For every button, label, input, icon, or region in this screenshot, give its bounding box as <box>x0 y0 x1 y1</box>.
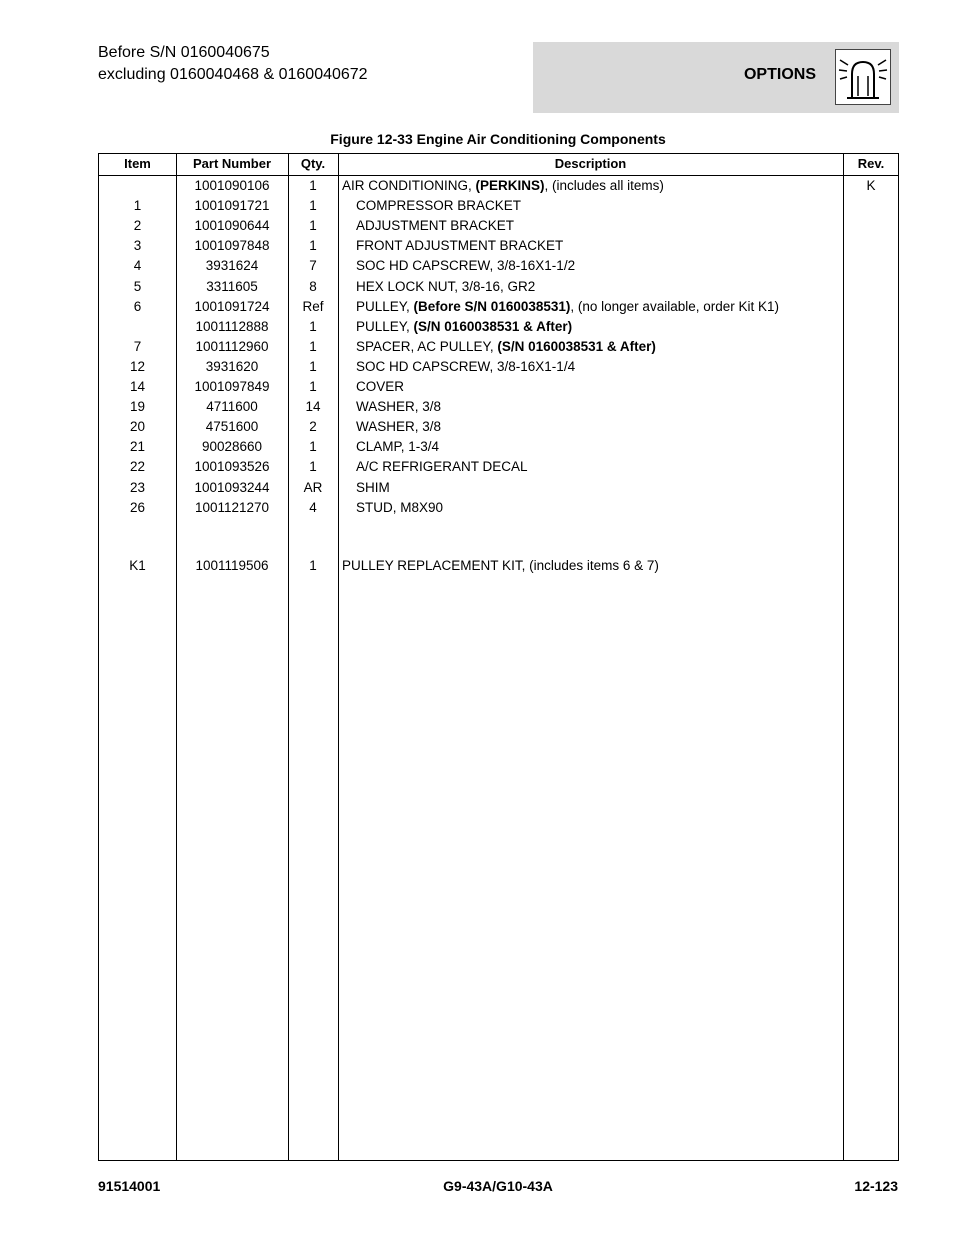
part-number-cell: 1001093526 <box>194 459 270 475</box>
section-tab <box>533 42 899 113</box>
document-number: 91514001 <box>98 1178 161 1194</box>
item-cell: 21 <box>129 439 146 455</box>
table-row <box>99 498 898 518</box>
table-row <box>99 357 898 377</box>
description-cell <box>342 558 659 573</box>
description-cell <box>356 258 575 273</box>
item-cell: K1 <box>129 558 146 573</box>
qty-cell: 1 <box>309 379 317 394</box>
description-cell <box>356 439 439 454</box>
description-text: AIR CONDITIONING, <box>342 178 476 193</box>
table-row <box>99 337 898 357</box>
description-text: PULLEY, <box>356 298 414 314</box>
table-row <box>99 397 898 417</box>
description-bold-text: (Before S/N 0160038531) <box>413 298 571 314</box>
part-number-cell: 1001097848 <box>194 238 270 254</box>
table-row <box>99 478 898 498</box>
part-number-cell: 4751600 <box>205 419 259 435</box>
description-cell <box>356 279 535 294</box>
item-cell: 23 <box>129 479 146 495</box>
description-cell <box>356 480 390 495</box>
part-number-cell: 3311605 <box>206 278 258 294</box>
description-bold-text: (S/N 0160038531 & After) <box>413 318 573 334</box>
item-cell: 4 <box>133 258 142 274</box>
table-row <box>99 317 898 337</box>
item-cell: 1 <box>133 198 142 214</box>
part-number-cell: 1001091724 <box>194 298 270 314</box>
description-text: SPACER, AC PULLEY, <box>356 338 498 354</box>
part-number-cell: 1001119506 <box>195 558 269 573</box>
part-number-cell: 3931620 <box>205 358 259 374</box>
description-trailing-text: , (no longer available, order Kit K1) <box>570 298 780 314</box>
description-text: FRONT ADJUSTMENT BRACKET <box>356 238 564 254</box>
qty-cell: 1 <box>309 439 317 455</box>
part-number-cell: 1001121270 <box>194 499 270 515</box>
table-row <box>99 216 898 236</box>
item-cell: 19 <box>129 399 146 415</box>
item-cell: 26 <box>129 499 146 515</box>
qty-cell: 1 <box>309 198 317 214</box>
description-text: SHIM <box>356 479 390 495</box>
description-cell <box>342 178 664 193</box>
qty-cell: 2 <box>309 419 317 435</box>
description-cell <box>356 319 572 334</box>
table-row <box>99 236 898 256</box>
part-number-cell: 1001112888 <box>195 318 269 334</box>
qty-cell: 1 <box>309 338 317 354</box>
description-text: STUD, M8X90 <box>356 499 444 515</box>
table-row <box>99 417 898 437</box>
column-header-rev: Rev. <box>857 156 885 171</box>
description-cell <box>356 339 656 354</box>
qty-cell: AR <box>303 479 323 495</box>
model-number: G9-43A/G10-43A <box>443 1178 553 1194</box>
table-row <box>99 437 898 457</box>
serial-note <box>98 42 368 86</box>
table-row <box>99 457 898 477</box>
figure-title: Figure 12-33 Engine Air Conditioning Components <box>330 131 666 147</box>
item-cell: 2 <box>133 218 142 234</box>
column-header-part-number: Part Number <box>192 156 272 171</box>
description-text: COMPRESSOR BRACKET <box>356 198 522 214</box>
item-cell: 12 <box>129 358 146 374</box>
qty-cell: 1 <box>309 459 317 475</box>
qty-cell: 8 <box>309 278 317 294</box>
item-cell: 22 <box>129 459 146 475</box>
parts-table <box>98 153 899 1161</box>
column-header-qty: Qty. <box>300 156 326 171</box>
description-text: SOC HD CAPSCREW, 3/8-16X1-1/2 <box>356 258 576 274</box>
serial-note-line-1: Before S/N 0160040675 <box>98 44 270 61</box>
description-cell <box>356 459 528 474</box>
part-number-cell: 90028660 <box>201 439 263 455</box>
description-text: PULLEY REPLACEMENT KIT, (includes items 6 & 7) <box>342 558 659 573</box>
description-text: WASHER, 3/8 <box>356 399 442 415</box>
description-text: SOC HD CAPSCREW, 3/8-16X1-1/4 <box>356 358 576 374</box>
page-number: 12-123 <box>854 1178 898 1194</box>
section-label: OPTIONS <box>743 66 816 83</box>
table-row <box>99 176 898 196</box>
item-cell: 5 <box>133 278 142 294</box>
part-number-cell: 3931624 <box>205 258 259 274</box>
qty-cell: 1 <box>309 318 317 334</box>
table-row <box>99 556 898 576</box>
qty-cell: 14 <box>305 399 321 415</box>
part-number-cell: 1001112960 <box>195 338 269 354</box>
warning-light-icon <box>835 49 891 105</box>
qty-cell: 7 <box>309 258 317 274</box>
description-cell <box>356 419 441 434</box>
description-text: PULLEY, <box>356 318 414 334</box>
qty-cell: 1 <box>309 218 317 234</box>
description-cell <box>356 218 514 233</box>
qty-cell: 1 <box>309 178 317 193</box>
part-number-cell: 1001091721 <box>194 198 270 214</box>
description-text: HEX LOCK NUT, 3/8-16, GR2 <box>356 278 536 294</box>
item-cell: 7 <box>133 338 142 354</box>
description-cell <box>356 359 575 374</box>
description-cell <box>356 379 404 394</box>
description-trailing-text: , (includes all items) <box>544 178 664 193</box>
qty-cell: Ref <box>302 298 324 314</box>
table-row <box>99 377 898 397</box>
description-text: WASHER, 3/8 <box>356 419 442 435</box>
description-cell <box>356 399 441 414</box>
description-text: A/C REFRIGERANT DECAL <box>356 459 528 475</box>
description-cell <box>356 299 779 314</box>
description-text: CLAMP, 1-3/4 <box>356 439 440 455</box>
description-bold-text: (S/N 0160038531 & After) <box>497 338 656 354</box>
table-row <box>99 277 898 297</box>
description-bold-text: (PERKINS) <box>475 178 545 193</box>
part-number-cell: 1001090106 <box>194 178 270 193</box>
description-text: COVER <box>356 379 405 394</box>
rev-cell: K <box>866 178 876 193</box>
part-number-cell: 1001090644 <box>194 218 270 234</box>
description-cell <box>356 198 521 213</box>
table-row <box>99 196 898 216</box>
item-cell: 14 <box>129 379 146 394</box>
part-number-cell: 1001097849 <box>194 379 270 394</box>
table-row <box>99 256 898 276</box>
qty-cell: 1 <box>309 358 317 374</box>
qty-cell: 1 <box>309 558 317 573</box>
column-header-item: Item <box>124 156 151 171</box>
item-cell: 3 <box>133 238 142 254</box>
description-text: ADJUSTMENT BRACKET <box>356 218 515 234</box>
part-number-cell: 1001093244 <box>194 479 270 495</box>
column-header-description: Description <box>554 156 627 171</box>
qty-cell: 4 <box>309 499 317 515</box>
qty-cell: 1 <box>309 238 317 254</box>
table-row <box>99 297 898 317</box>
serial-note-line-2: excluding 0160040468 & 0160040672 <box>98 66 368 83</box>
item-cell: 20 <box>129 419 146 435</box>
description-cell <box>356 238 563 253</box>
part-number-cell: 4711600 <box>206 399 258 415</box>
item-cell: 6 <box>133 298 142 314</box>
description-cell <box>356 500 443 515</box>
